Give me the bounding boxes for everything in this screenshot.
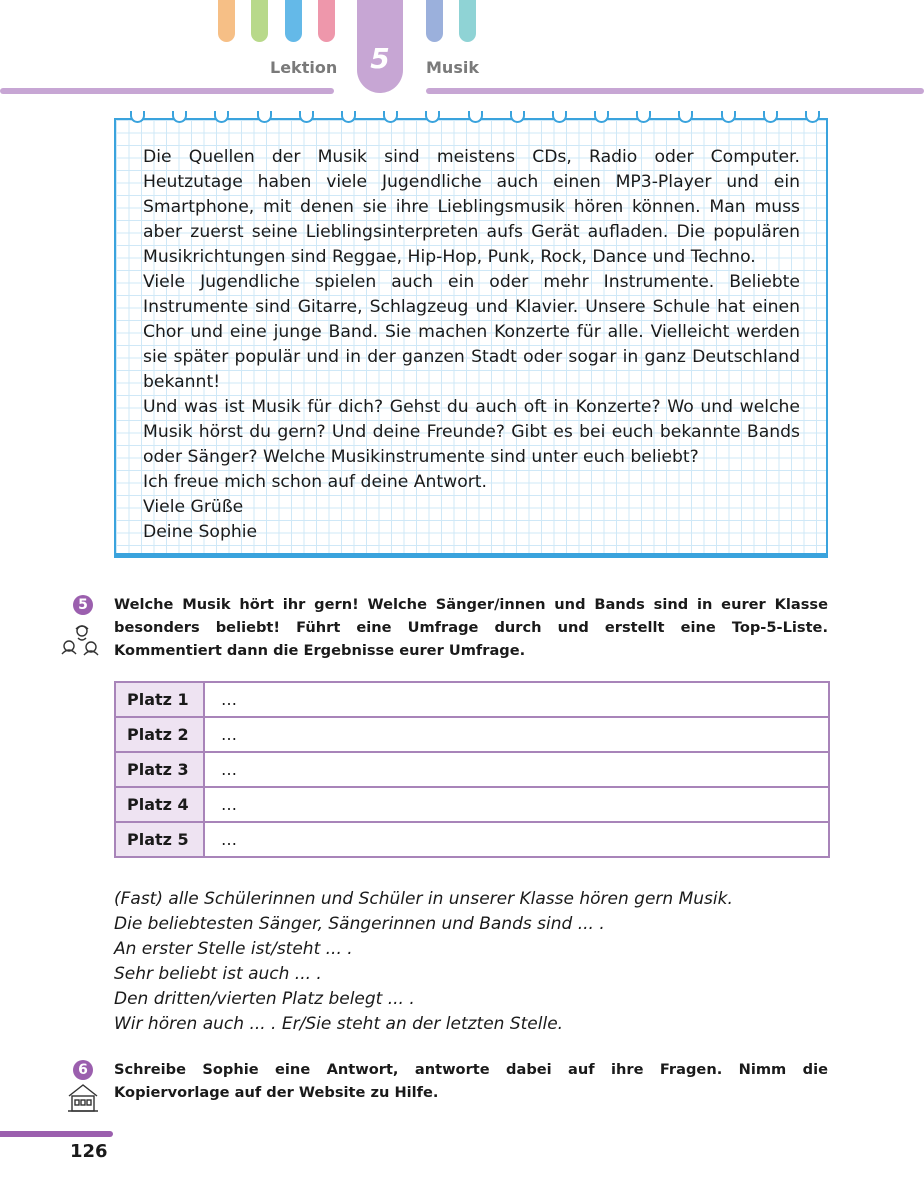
header-tab-teal xyxy=(459,0,476,42)
notebook-ring xyxy=(257,111,272,123)
table-row xyxy=(115,787,829,822)
header-tab-green xyxy=(251,0,268,42)
notebook-ring xyxy=(425,111,440,123)
table-row xyxy=(115,752,829,787)
header-tab-blue xyxy=(285,0,302,42)
notebook-ring xyxy=(594,111,609,123)
notebook-ring xyxy=(805,111,820,123)
letter-paragraph-3: Und was ist Musik für dich? Gehst du auch oft in Konzerte? Wo und welche Musik hörst du gern? Und deine Freunde? Gibt es bei euch bekannte Bands oder Sänger? Welche Musikinstrumente sind unter euch beliebt? xyxy=(143,397,800,467)
notebook-ring xyxy=(721,111,736,123)
rank-label: Platz 3 xyxy=(115,752,204,787)
notebook-ring xyxy=(299,111,314,123)
table-row xyxy=(115,717,829,752)
lesson-label: Lektion xyxy=(270,58,338,77)
header-tab-pink xyxy=(318,0,335,42)
phrase-line: Wir hören auch ... . Er/Sie steht an der letzten Stelle. xyxy=(114,1014,564,1034)
lesson-number: 5 xyxy=(370,42,390,75)
notebook-ring xyxy=(383,111,398,123)
task-6-instruction: Schreibe Sophie eine Antwort, antworte dabei auf ihre Fragen. Nimm die Kopiervorlage auf der Website zu Hilfe. xyxy=(114,1061,828,1101)
page-number: 126 xyxy=(70,1141,108,1162)
header-rule-left xyxy=(0,88,334,94)
lesson-badge xyxy=(357,0,403,93)
letter-greeting: Viele Grüße xyxy=(143,497,244,517)
letter-signature: Deine Sophie xyxy=(143,522,258,542)
task-5-instruction: Welche Musik hört ihr gern! Welche Sänger/innen und Bands sind in eurer Klasse besonders beliebt! Führt eine Umfrage durch und erstellt eine Top-5-Liste. Kommentiert dann die Ergebnisse eurer Umfrage. xyxy=(114,596,828,659)
table-row xyxy=(115,822,829,857)
phrase-line: Die beliebtesten Sänger, Sängerinnen und Bands sind ... . xyxy=(114,914,605,934)
table-row xyxy=(115,682,829,717)
task-6-number: 6 xyxy=(73,1060,93,1080)
rank-label: Platz 4 xyxy=(115,787,204,822)
notebook-ring xyxy=(468,111,483,123)
rank-label: Platz 1 xyxy=(115,682,204,717)
phrase-line: (Fast) alle Schülerinnen und Schüler in unserer Klasse hören gern Musik. xyxy=(114,889,733,909)
rank-label: Platz 5 xyxy=(115,822,204,857)
notebook-ring xyxy=(510,111,525,123)
lesson-topic: Musik xyxy=(426,58,479,77)
notebook-ring xyxy=(130,111,145,123)
letter-text xyxy=(143,145,800,545)
top5-table xyxy=(114,681,830,858)
notebook-ring xyxy=(552,111,567,123)
rank-value: … xyxy=(204,822,829,857)
letter-paragraph-2: Viele Jugendliche spielen auch ein oder mehr Instrumente. Beliebte Instrumente sind Gitarre, Schlagzeug und Klavier. Unsere Schule hat einen Chor und eine junge Band. Sie machen Konzerte für alle. Vielleicht werden sie später populär und in der ganzen Stadt oder sogar in ganz Deutschland bekannt! xyxy=(143,272,800,392)
notebook-ring xyxy=(341,111,356,123)
letter-paragraph-1: Die Quellen der Musik sind meistens CDs, Radio oder Computer. Heutzutage haben viele Jugendliche auch einen MP3-Player und ein Smartphone, mit denen sie ihre Lieblingsmusik hören können. Man muss aber zuerst seine Lieblingsinterpreten aufs Gerät aufladen. Die populären Musikrichtungen sind Reggae, Hip-Hop, Punk, Rock, Dance und Techno. xyxy=(143,147,800,267)
notebook-ring xyxy=(636,111,651,123)
notebook-ring xyxy=(214,111,229,123)
header-tab-orange xyxy=(218,0,235,42)
phrase-list xyxy=(114,887,828,1037)
letter-closing: Ich freue mich schon auf deine Antwort. xyxy=(143,472,487,492)
rank-value: … xyxy=(204,682,829,717)
rank-value: … xyxy=(204,752,829,787)
phrase-line: Sehr beliebt ist auch ... . xyxy=(114,964,322,984)
header-tab-indigo xyxy=(426,0,443,42)
notebook-ring xyxy=(678,111,693,123)
footer-rule xyxy=(0,1131,113,1137)
phrase-line: Den dritten/vierten Platz belegt ... . xyxy=(114,989,415,1009)
notebook-ring xyxy=(763,111,778,123)
task-5-number: 5 xyxy=(73,595,93,615)
rank-value: … xyxy=(204,787,829,822)
group-work-icon xyxy=(58,622,102,658)
notebook-ring xyxy=(172,111,187,123)
notebook-rings xyxy=(130,111,820,125)
homework-house-icon xyxy=(66,1082,100,1114)
rank-label: Platz 2 xyxy=(115,717,204,752)
phrase-line: An erster Stelle ist/steht ... . xyxy=(114,939,353,959)
rank-value: … xyxy=(204,717,829,752)
header-rule-right xyxy=(426,88,924,94)
